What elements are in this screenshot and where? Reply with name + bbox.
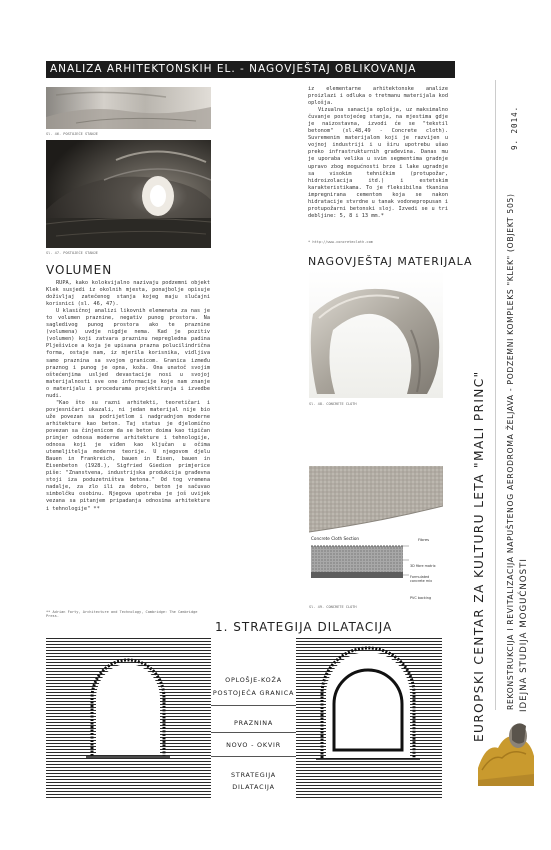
footnote: ** Adrian Forty, Architecture and Technology, Cambridge: The Cambridge Press. (46, 610, 198, 619)
divider (211, 732, 296, 733)
mix-label: Formulated concrete mix (410, 575, 433, 583)
photo-caption: Sl. 48. CONCRETE CLOTH (309, 402, 357, 406)
tunnel-interior-photo (46, 140, 211, 248)
label-novo: NOVO - OKVIR (226, 741, 281, 749)
strategy-diagram-right (296, 638, 442, 798)
paragraph: U klasičnoj analizi likovnih elemenata za nas je to volumen praznine, negativ punog prostora. Na sagledivog punog prostora ako te praznine (volumena) uvdje nigdje nema. Kad je pozitiv (volumen) koji zatvara prazninu nepregledna padina Plješivice a koja je upisana prazna polucilindrična forma, ostaje nam, iz mjerila korisnika, vidljiva samo praznina sa svojom granicom. Granica između praznog i punog je opna, koža. Ona unatoč svojim oštećenjima usljed devastacije nosi u svojoj materijalnosti sve one informacije koje nam znanje o materijalu i procedurama projektiranja i izvedbe nudi. (46, 308, 210, 399)
center-title: EUROPSKI CENTAR ZA KULTURU LETA "MALI PRINC" (472, 370, 486, 742)
materials-heading: NAGOVJEŠTAJ MATERIJALA (308, 255, 473, 268)
section-label: Concrete Cloth Section (311, 536, 360, 541)
aviation-illustration (478, 708, 534, 786)
paragraph: "Kao što su razni arhitekti, teoretičari i povjesničari ukazali, ni jedan materijal nije bio uže povezan sa podrijetlom i nadgradnjom moderne arhitekture kao beton. Taj status je djelomično povezan sa činjenicom da se beton doima kao tipičan primjer odnosa moderne arhitekture i tehnologije, odnosa koji je viđen kao ključan u očima utemeljitelja moderne teorije. U njegovom djelu Bauen in Frankreich, bauen in Eisen, bauen in Eisenbeton (1928.), Sigfried Giedion primjerice piše: "Znanstvena, industrijska produkcija građevna stoji iza poduzetništva betona." Od tog vremena nadalje, za zlo ili za dobro, beton je sačuvao simbolčku osobinu. Njegova upotreba je još uvijek vezana sa pitanjem pripadanja odnosima arhitekture i tehnologije" ** (46, 399, 210, 512)
label-praznina: PRAZNINA (233, 719, 273, 727)
label-strategija: STRATEGIJA (231, 771, 276, 779)
tunnel-wall-photo (46, 87, 211, 129)
paragraph: iz elementarne arhitektonske analize proizlazi i odluka o tretmanu materijala kod oplošja. (308, 86, 448, 107)
matrix-label: 3D fibre matrix (410, 564, 436, 568)
photo-caption: Sl. 49. CONCRETE CLOTH (309, 605, 357, 609)
photo-caption: Sl. 47. POSTOJEĆE STANJE (46, 251, 98, 255)
label-granica: POSTOJEĆA GRANICA (212, 689, 295, 697)
strategy-labels (211, 676, 296, 796)
concrete-cloth-photo (309, 270, 443, 398)
footnote: * http://www.concretecloth.com (308, 240, 373, 244)
volumen-text (46, 280, 210, 513)
divider (211, 705, 296, 706)
page-banner: ANALIZA ARHITEKTONSKIH EL. - NAGOVJEŠTAJ OBLIKOVANJA (46, 61, 455, 78)
paragraph: RUPA, kako kolokvijalno nazivaju podzemni objekt Klek susjedi iz okolnih mjesta, ponajbolje opisuje doživljaj zatečenog stanja kojeg maju slučajni korisnici (sl. 46, 47). (46, 280, 210, 308)
fibres-label: Fibres (418, 537, 430, 542)
photo-caption: Sl. 46. POSTOJEĆE STANJE (46, 132, 98, 136)
study-subtitle: IDEJNA STUDIJA MOGUĆNOSTI (519, 558, 529, 712)
paragraph: Vizualna sanacija oplošja, uz maksimalno čuvanje postojećeg stanja, na mjestima gdje je naizostavna, izvodi će se "tekstil betonom" (sl.48,49 - Concrete cloth). Suvremenim materijalom koji je razvijen u vojnoj industriji i u širu upotrebu ušao preko infrastrukturnih građevina. Danas mu je uporaba velika u svim segmentima gradnje upravo zbog mogućnosti brze i lake ugradnje sa visokim tehničkim (protupožar, hidroizolacija itd.) i estetskim karakteristikama. To je fleksibilna tkanina impregnirana cementom koja se nakon hidratacije stvrdne u tanak vodonepropusan i protupožarni betonski sloj. Izvedi se u tri debljine: 5, 8 i 13 mm.* (308, 107, 448, 219)
sidebar-divider (495, 80, 496, 710)
project-title: REKONSTRUKCIJA I REVITALIZACIJA NAPUŠTENOG AERODROMA ŽELJAVA - PODZEMNI KOMPLEKS "KLEK" (OBJEKT 505) (506, 193, 515, 710)
material-text (308, 86, 448, 220)
label-dilatacija: DILATACIJA (232, 783, 275, 791)
sidebar-date: 9. 2014. (510, 105, 519, 150)
volumen-heading: VOLUMEN (46, 263, 113, 277)
label-oplosje: OPLOŠJE-KOŽA (225, 676, 282, 684)
backing-label: PVC backing (410, 596, 432, 600)
strategy-diagram-left (46, 638, 211, 798)
strategy-heading: 1. STRATEGIJA DILATACIJA (215, 620, 393, 634)
divider (211, 756, 296, 757)
